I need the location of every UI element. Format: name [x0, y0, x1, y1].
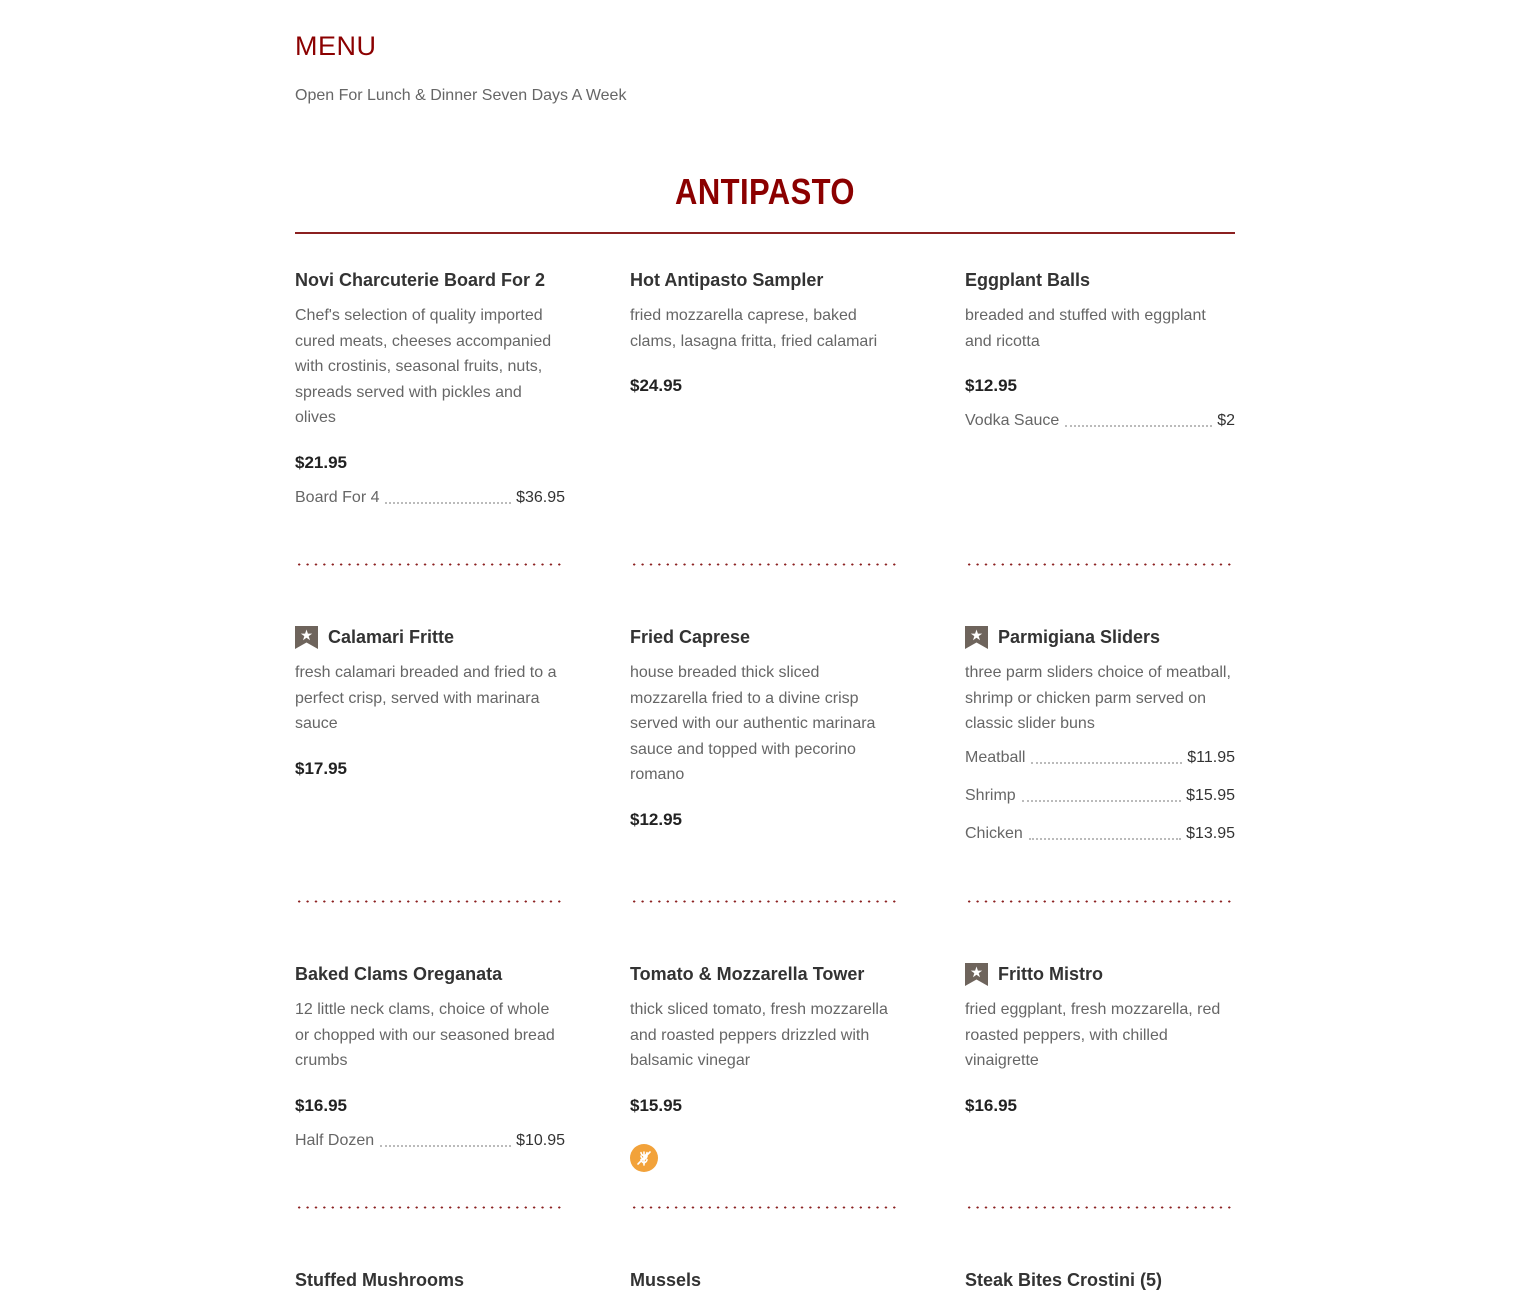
- addon-label: Chicken: [965, 824, 1023, 842]
- menu-item: [965, 962, 1235, 1118]
- item-price: $16.95: [295, 1095, 347, 1115]
- menu-item: [295, 268, 565, 527]
- leader-dots: [385, 492, 511, 504]
- addon-row: [295, 489, 565, 527]
- addon-label: Half Dozen: [295, 1131, 375, 1149]
- menu-item: [630, 1268, 900, 1292]
- section-title: ANTIPASTO: [675, 171, 855, 212]
- row-divider: [295, 1206, 565, 1209]
- section-divider: [295, 232, 1235, 234]
- menu-item: [965, 625, 1235, 863]
- row-divider: [295, 900, 565, 903]
- item-name: Tomato & Mozzarella Tower: [630, 964, 865, 984]
- item-price: $12.95: [630, 809, 682, 829]
- item-description: fried eggplant, fresh mozzarella, red roasted peppers, with chilled vinaigrette: [965, 1001, 1221, 1069]
- addon-label: Board For 4: [295, 488, 380, 506]
- item-name: Fritto Mistro: [998, 964, 1103, 984]
- addon-row: [295, 1132, 565, 1170]
- item-description: three parm sliders choice of meatball, shrimp or chicken parm served on classic slider buns: [965, 664, 1231, 732]
- leader-dots: [1031, 752, 1182, 764]
- leader-dots: [1029, 828, 1181, 840]
- row-divider: [630, 900, 900, 903]
- row-divider: [965, 900, 1235, 903]
- star-badge-icon: [965, 626, 988, 649]
- item-name: Hot Antipasto Sampler: [630, 270, 824, 290]
- item-description: fresh calamari breaded and fried to a perfect crisp, served with marinara sauce: [295, 664, 557, 732]
- page-subtitle: Open For Lunch & Dinner Seven Days A Week: [295, 87, 627, 104]
- row-divider: [295, 563, 565, 566]
- menu-item: [965, 1268, 1235, 1292]
- item-description: house breaded thick sliced mozzarella fried to a divine crisp served with our authentic marinara sauce and topped with pecorino romano: [630, 664, 876, 783]
- page-title: MENU: [295, 31, 377, 61]
- addon-label: Shrimp: [965, 786, 1016, 804]
- item-name: Mussels: [630, 1270, 702, 1290]
- addon-row: [965, 412, 1235, 450]
- menu-item: [630, 268, 900, 398]
- item-price: $24.95: [630, 376, 682, 395]
- item-name: Fried Caprese: [630, 627, 751, 647]
- menu-item: [630, 625, 900, 832]
- row-divider: [965, 1206, 1235, 1209]
- addon-row: [965, 825, 1235, 863]
- star-badge-icon: [965, 963, 988, 986]
- item-name: Stuffed Mushrooms: [295, 1270, 464, 1290]
- item-name: Calamari Fritte: [328, 627, 455, 647]
- row-divider: [965, 563, 1235, 566]
- star-badge-icon: [295, 626, 318, 649]
- row-divider: [630, 1206, 900, 1209]
- menu-item: [965, 268, 1235, 450]
- item-price: $16.95: [965, 1095, 1017, 1115]
- menu-item: [295, 1268, 565, 1292]
- menu-item: [295, 962, 565, 1170]
- menu-item: [295, 625, 565, 781]
- row-divider: [630, 563, 900, 566]
- addon-label: Meatball: [965, 748, 1026, 766]
- addon-price: $15.95: [1186, 786, 1235, 804]
- item-name: Eggplant Balls: [965, 270, 1091, 290]
- item-name: Parmigiana Sliders: [998, 627, 1161, 647]
- addon-price: $13.95: [1186, 824, 1235, 842]
- gluten-free-icon: [630, 1144, 658, 1172]
- menu-item: [630, 962, 900, 1172]
- item-description: fried mozzarella caprese, baked clams, lasagna fritta, fried calamari: [630, 307, 878, 350]
- addon-row: [965, 749, 1235, 787]
- item-price: $12.95: [965, 376, 1017, 395]
- item-description: breaded and stuffed with eggplant and ricotta: [965, 307, 1206, 350]
- addon-price: $36.95: [516, 488, 565, 506]
- item-price: $15.95: [630, 1095, 682, 1115]
- leader-dots: [1022, 790, 1181, 802]
- item-description: thick sliced tomato, fresh mozzarella and roasted peppers drizzled with balsamic vinegar: [630, 1001, 888, 1069]
- addon-price: $10.95: [516, 1131, 565, 1149]
- addon-label: Vodka Sauce: [965, 412, 1060, 429]
- leader-dots: [380, 1135, 511, 1147]
- item-description: Chef's selection of quality imported cured meats, cheeses accompanied with crostinis, seasonal fruits, nuts, spreads served with pickles and olives: [295, 307, 552, 426]
- addon-price: $11.95: [1187, 748, 1235, 766]
- item-price: $21.95: [295, 452, 347, 472]
- item-price: $17.95: [295, 758, 347, 778]
- leader-dots: [1065, 415, 1212, 427]
- item-name: Baked Clams Oreganata: [295, 964, 503, 984]
- item-description: 12 little neck clams, choice of whole or chopped with our seasoned bread crumbs: [295, 1001, 555, 1069]
- addon-price: $2: [1217, 412, 1235, 429]
- item-name: Novi Charcuterie Board For 2: [295, 270, 546, 290]
- addon-row: [965, 787, 1235, 825]
- item-name: Steak Bites Crostini (5): [965, 1270, 1163, 1290]
